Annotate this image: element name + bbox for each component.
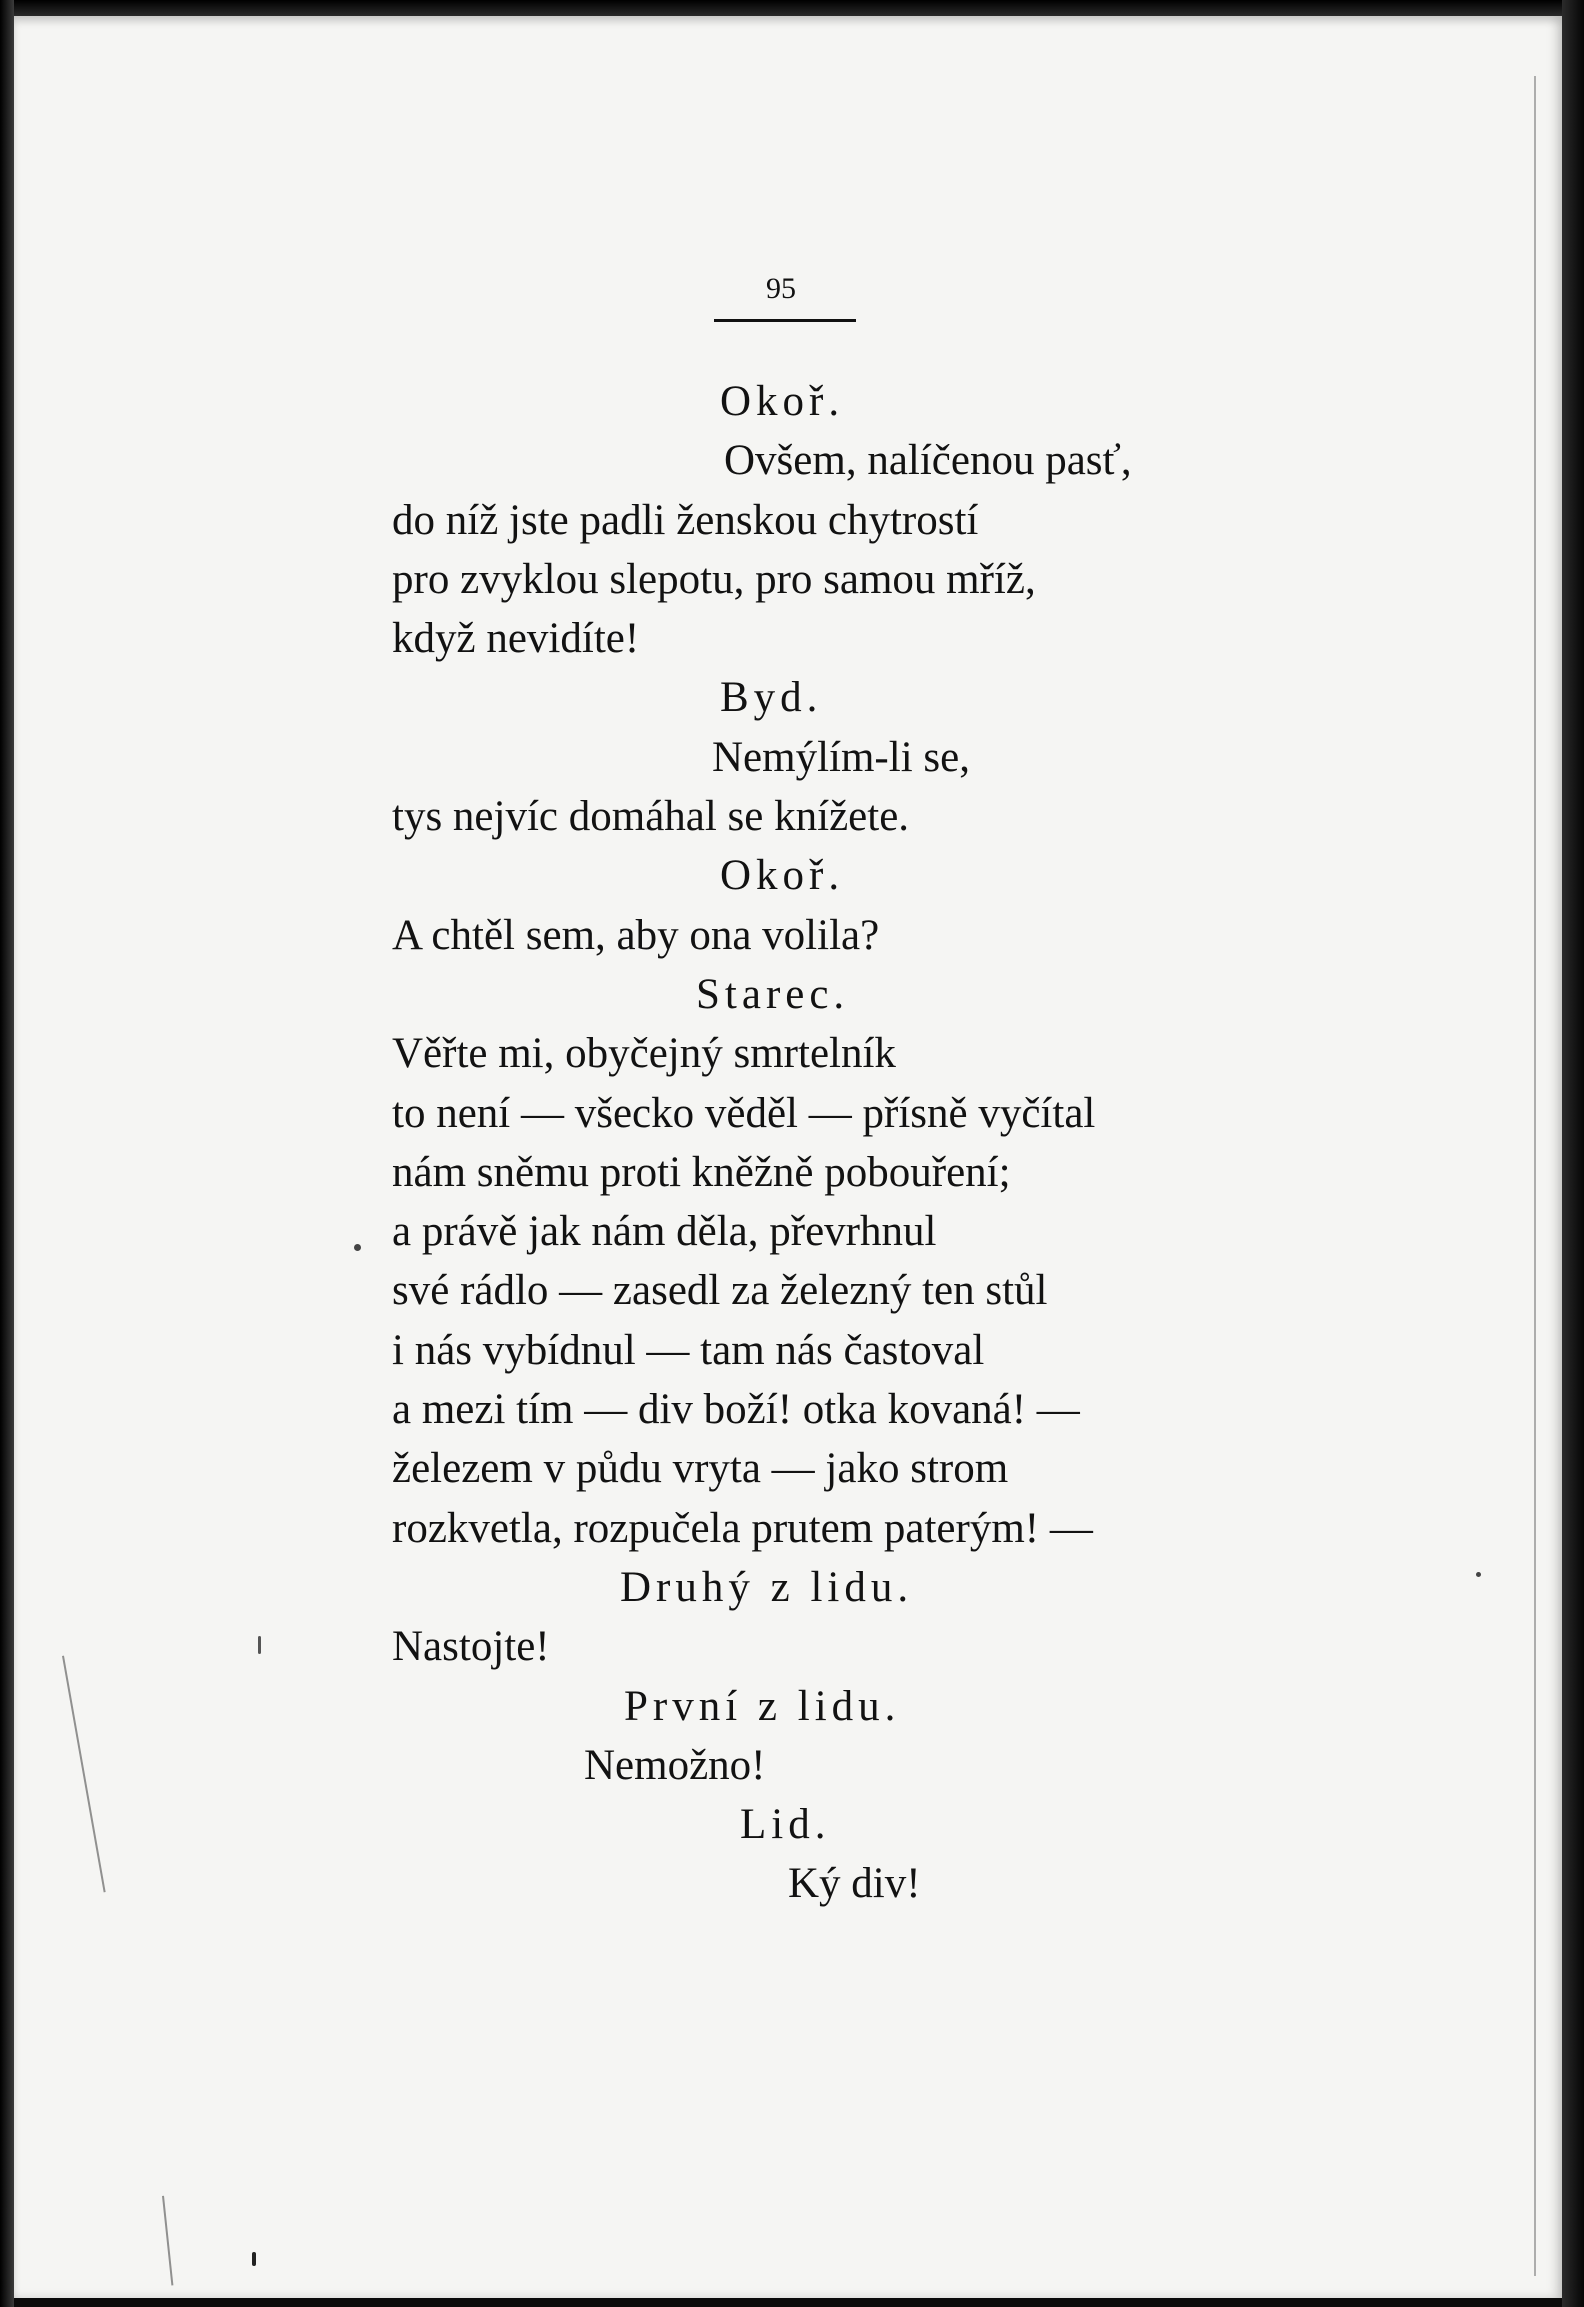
speaker-name: Okoř. — [720, 378, 845, 425]
verse-line: A chtěl sem, aby ona volila? — [392, 911, 880, 959]
speaker-name: Druhý z lidu. — [620, 1563, 914, 1611]
gutter-mark — [162, 2196, 173, 2286]
scan-left-edge — [0, 0, 14, 2307]
scan-top-edge — [0, 0, 1584, 16]
verse-line: to není — všecko věděl — přísně vyčítal — [392, 1089, 1096, 1137]
verse-line: nám sněmu proti kněžně pobouření; — [392, 1148, 1011, 1196]
verse-line: Nastojte! — [392, 1623, 550, 1671]
scan-right-edge — [1562, 0, 1584, 2307]
verse-line: Ký div! — [788, 1860, 921, 1908]
verse-text — [392, 372, 1252, 1914]
verse-line: i nás vybídnul — tam nás častoval — [392, 1326, 985, 1374]
verse-line: a mezi tím — div boží! otka kovaná! — — [392, 1386, 1080, 1434]
verse-line: když nevidíte! — [392, 615, 640, 663]
verse-line: do níž jste padli ženskou chytrostí — [392, 496, 979, 544]
verse-line: pro zvyklou slepotu, pro samou mříž, — [392, 555, 1036, 603]
speaker-name: Byd. — [720, 674, 823, 722]
gutter-mark — [1534, 76, 1536, 2276]
verse-line: tys nejvíc domáhal se knížete. — [392, 793, 910, 841]
header-rule — [714, 319, 856, 322]
gutter-mark — [62, 1656, 106, 1893]
verse-line: Ovšem, nalíčenou pasť, — [724, 437, 1132, 485]
verse-line: železem v půdu vryta — jako strom — [392, 1445, 1009, 1493]
speaker-name: Starec. — [696, 970, 850, 1018]
dust-speck — [252, 2252, 256, 2266]
dust-speck — [354, 1244, 361, 1251]
verse-line: své rádlo — zasedl za železný ten stůl — [392, 1267, 1048, 1315]
dust-speck — [258, 1636, 261, 1654]
page-number: 95 — [766, 272, 796, 305]
dust-speck — [1476, 1572, 1481, 1577]
speaker-name: Okoř. — [720, 852, 845, 900]
speaker-name: Lid. — [740, 1801, 831, 1849]
verse-line: a právě jak nám děla, převrhnul — [392, 1208, 937, 1256]
verse-line: Věřte mi, obyčejný smrtelník — [392, 1030, 896, 1078]
speaker-name: První z lidu. — [624, 1682, 901, 1730]
verse-line: Nemýlím-li se, — [712, 733, 970, 781]
verse-line: rozkvetla, rozpučela prutem paterým! — — [392, 1504, 1093, 1552]
verse-line: Nemožno! — [584, 1741, 766, 1789]
